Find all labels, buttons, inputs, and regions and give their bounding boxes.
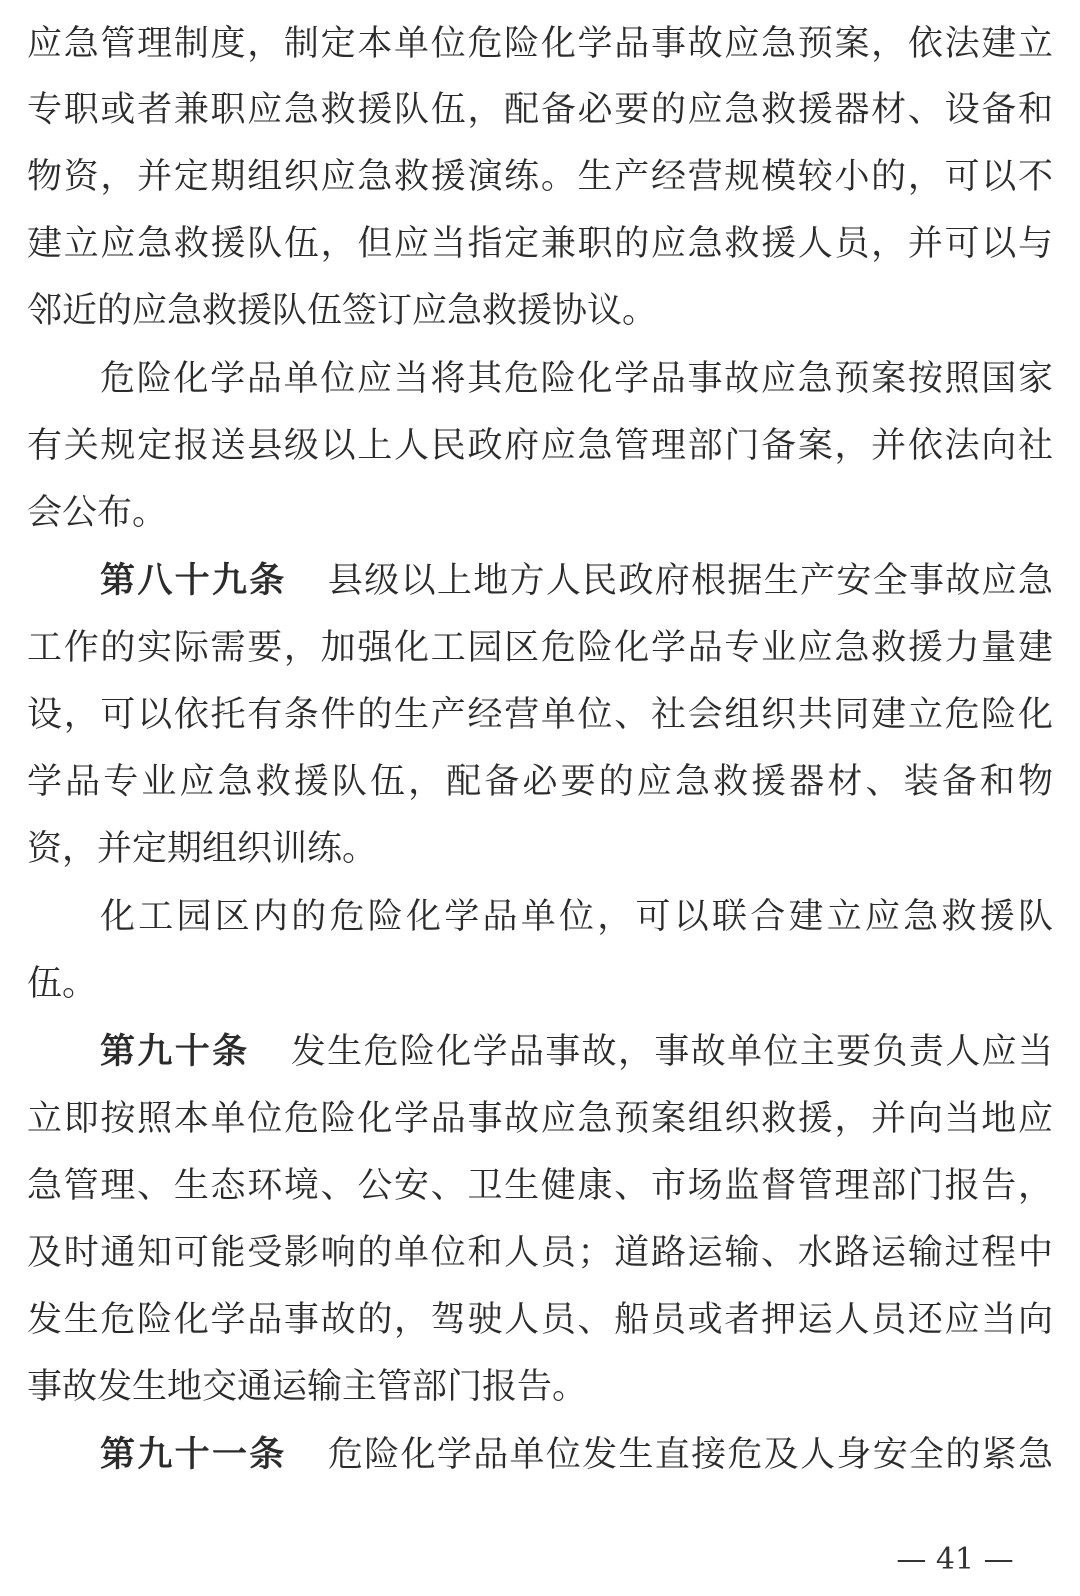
text-line: 工作的实际需要，加强化工园区危险化学品专业应急救援力量建 xyxy=(27,628,1053,668)
text-line: 学品专业应急救援队伍，配备必要的应急救援器材、装备和物 xyxy=(27,762,1053,802)
text-line: 建立应急救援队伍，但应当指定兼职的应急救援人员，并可以与 xyxy=(27,224,1053,264)
text-line: 急管理、生态环境、公安、卫生健康、市场监督管理部门报告， xyxy=(27,1166,1053,1206)
article-heading: 第九十条 xyxy=(100,1032,250,1072)
page-number: — 41 — xyxy=(896,1542,1014,1577)
text-line: 会公布。 xyxy=(27,493,168,533)
text-line: 有关规定报送县级以上人民政府应急管理部门备案，并依法向社 xyxy=(27,426,1053,466)
article-line xyxy=(100,1026,1053,1078)
article-text: 县级以上地方人民政府根据生产安全事故应急 xyxy=(326,561,1053,601)
article-text: 危险化学品单位发生直接危及人身安全的紧急 xyxy=(326,1435,1053,1475)
text-line: 专职或者兼职应急救援队伍，配备必要的应急救援器材、设备和 xyxy=(27,90,1053,130)
text-line: 设，可以依托有条件的生产经营单位、社会组织共同建立危险化 xyxy=(27,695,1053,735)
text-line: 立即按照本单位危险化学品事故应急预案组织救援，并向当地应 xyxy=(27,1099,1053,1139)
article-line xyxy=(100,1429,1053,1481)
text-line: 伍。 xyxy=(27,964,98,1004)
text-line: 物资，并定期组织应急救援演练。生产经营规模较小的，可以不 xyxy=(27,157,1053,197)
text-line: 化工园区内的危险化学品单位，可以联合建立应急救援队 xyxy=(100,897,1053,937)
article-heading: 第八十九条 xyxy=(100,561,287,601)
text-line: 发生危险化学品事故的，驾驶人员、船员或者押运人员还应当向 xyxy=(27,1300,1053,1340)
article-text: 发生危险化学品事故，事故单位主要负责人应当 xyxy=(289,1032,1053,1072)
text-line: 及时通知可能受影响的单位和人员；道路运输、水路运输过程中 xyxy=(27,1233,1053,1273)
text-line: 事故发生地交通运输主管部门报告。 xyxy=(27,1367,588,1407)
article-heading: 第九十一条 xyxy=(100,1435,287,1475)
text-line: 应急管理制度，制定本单位危险化学品事故应急预案，依法建立 xyxy=(27,24,1053,64)
article-line xyxy=(100,555,1053,607)
text-line: 邻近的应急救援队伍签订应急救援协议。 xyxy=(27,291,658,331)
text-line: 危险化学品单位应当将其危险化学品事故应急预案按照国家 xyxy=(100,359,1053,399)
text-line: 资，并定期组织训练。 xyxy=(27,829,378,869)
